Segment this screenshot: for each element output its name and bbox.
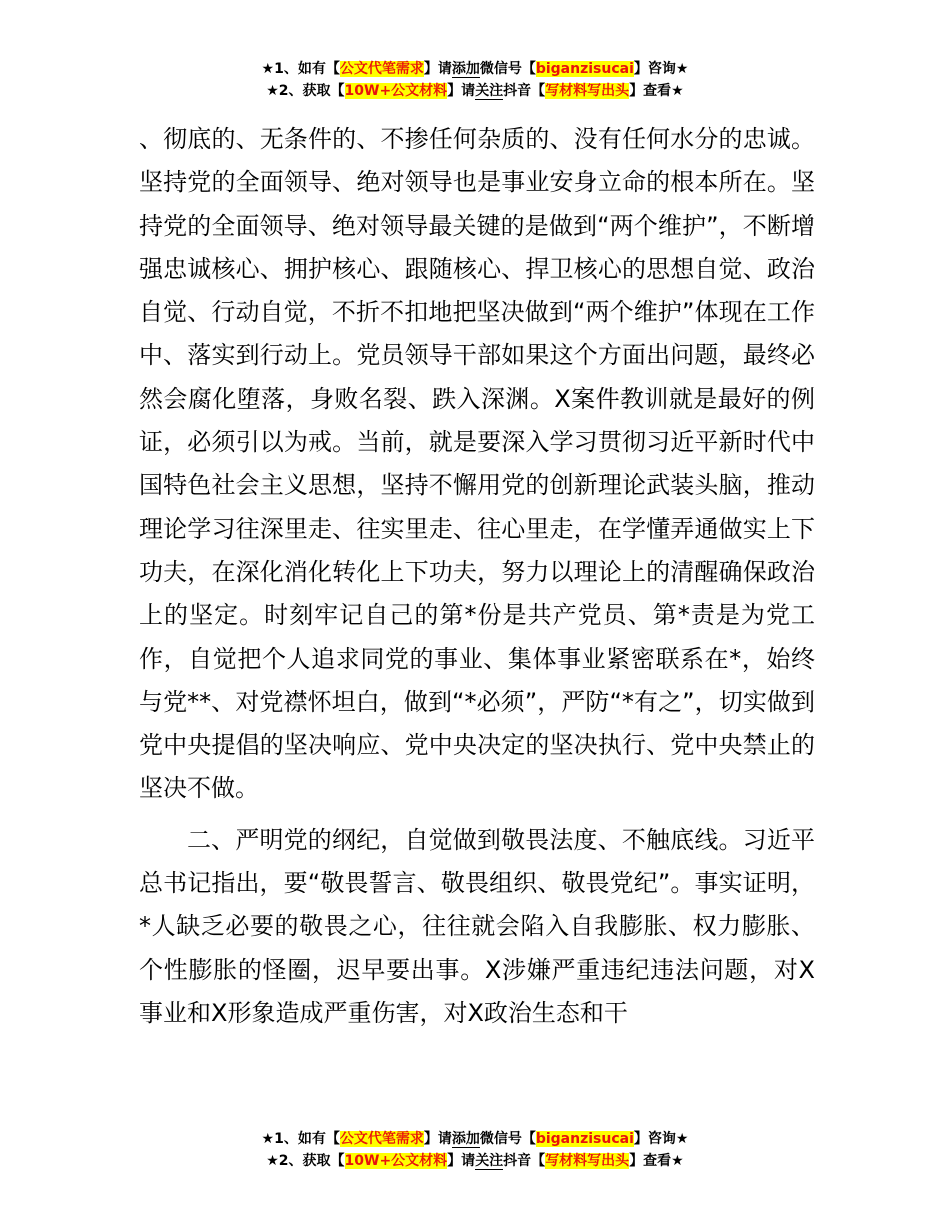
banner-text: 微信号【: [479, 1131, 536, 1147]
footer-banner-line-1: [0, 1128, 950, 1150]
banner-text: 抖音【: [503, 83, 546, 99]
header-banner-line-2: [0, 80, 950, 102]
header-banner: [0, 58, 950, 102]
header-banner-line-1: [0, 58, 950, 80]
banner-text: 抖音【: [503, 1153, 546, 1169]
banner-text: 】咨询★: [633, 61, 689, 77]
highlighted-text: 10W+公文材料: [344, 1153, 448, 1169]
underlined-text: 关注: [475, 83, 504, 99]
banner-text: ★2、获取【: [266, 83, 345, 99]
document-body: [139, 118, 815, 1035]
underlined-text: 关注: [475, 1153, 504, 1169]
douyin-account: 写材料写出头: [545, 83, 630, 99]
highlighted-text: 公文代笔需求: [339, 1131, 424, 1147]
wechat-id: biganzisucai: [535, 61, 634, 77]
banner-text: 微信号【: [479, 61, 536, 77]
banner-text: 】查看★: [629, 83, 684, 99]
footer-banner-line-2: [0, 1150, 950, 1172]
banner-text: ★1、如有【: [261, 1131, 340, 1147]
banner-text: 】请: [447, 83, 476, 99]
underlined-text: 添加: [451, 1131, 480, 1147]
douyin-account: 写材料写出头: [545, 1153, 630, 1169]
banner-text: ★2、获取【: [266, 1153, 345, 1169]
banner-text: 】咨询★: [633, 1131, 689, 1147]
highlighted-text: 10W+公文材料: [344, 83, 448, 99]
banner-text: 】请: [423, 61, 452, 77]
paragraph-2: 二、严明党的纲纪，自觉做到敬畏法度、不触底线。习近平总书记指出，要“敬畏誓言、敬畏组织、敬畏党纪”。事实证明，*人缺乏必要的敬畏之心，往往就会陷入自我膨胀、权力膨胀、个性膨胀的怪圈，迟早要出事。X涉嫌严重违纪违法问题，对X事业和X形象造成严重伤害，对X政治生态和干: [139, 825, 815, 1027]
banner-text: 】请: [423, 1131, 452, 1147]
banner-text: ★1、如有【: [261, 61, 340, 77]
footer-banner: [0, 1128, 950, 1172]
underlined-text: 添加: [451, 61, 480, 77]
banner-text: 】请: [447, 1153, 476, 1169]
highlighted-text: 公文代笔需求: [339, 61, 424, 77]
banner-text: 】查看★: [629, 1153, 684, 1169]
wechat-id: biganzisucai: [535, 1131, 634, 1147]
paragraph-1: 、彻底的、无条件的、不掺任何杂质的、没有任何水分的忠诚。坚持党的全面领导、绝对领导也是事业安身立命的根本所在。坚持党的全面领导、绝对领导最关键的是做到“两个维护”，不断增强忠诚核心、拥护核心、跟随核心、捍卫核心的思想自觉、政治自觉、行动自觉，不折不扣地把坚决做到“两个维护”体现在工作中、落实到行动上。党员领导干部如果这个方面出问题，最终必然会腐化堕落，身败名裂、跌入深渊。X案件教训就是最好的例证，必须引以为戒。当前，就是要深入学习贯彻习近平新时代中国特色社会主义思想，坚持不懈用党的创新理论武装头脑，推动理论学习往深里走、往实里走、往心里走，在学懂弄通做实上下功夫，在深化消化转化上下功夫，努力以理论上的清醒确保政治上的坚定。时刻牢记自己的第*份是共产党员、第*责是为党工作，自觉把个人追求同党的事业、集体事业紧密联系在*，始终与党**、对党襟怀坦白，做到“*必须”，严防“*有之”，切实做到党中央提倡的坚决响应、党中央决定的坚决执行、党中央禁止的坚决不做。: [139, 125, 815, 803]
